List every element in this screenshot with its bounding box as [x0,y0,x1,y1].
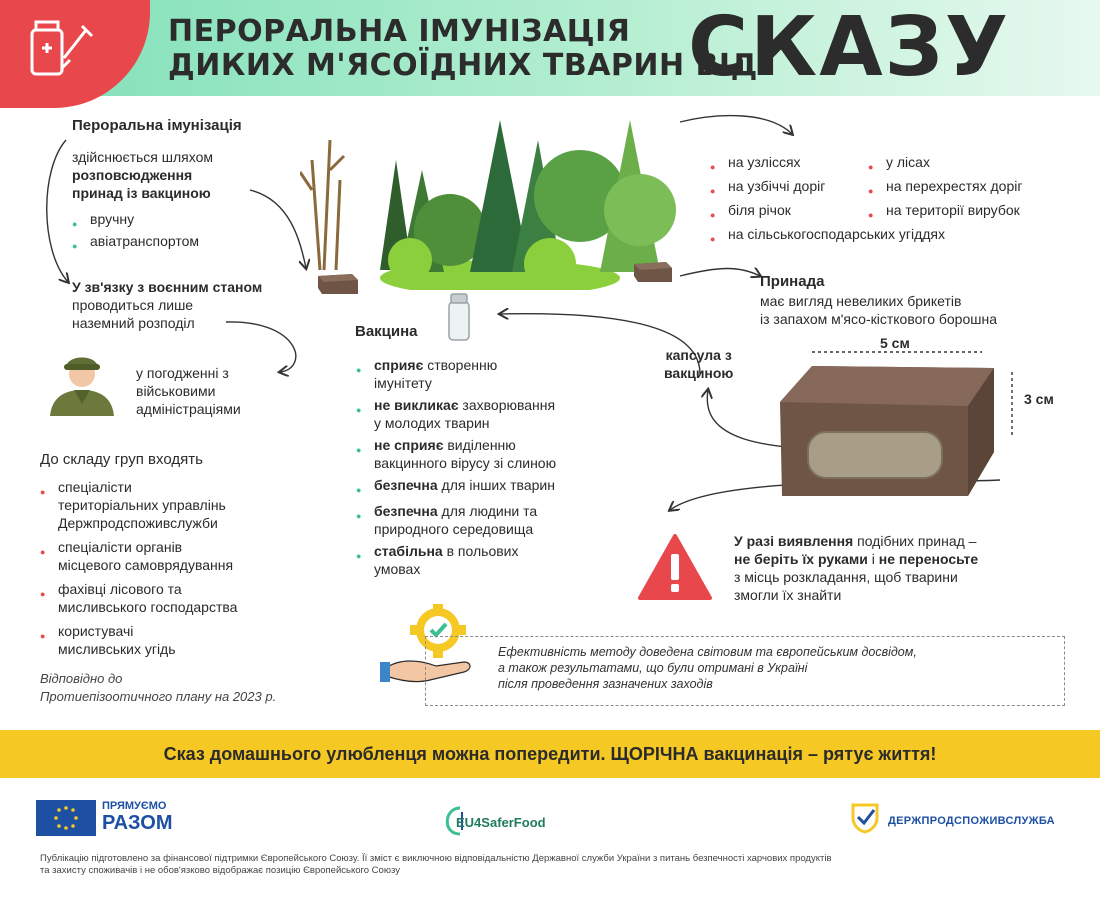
vaccine-item-text: для людини та [437,503,538,519]
bait-desc-line: має вигляд невеликих брикетів [760,293,962,309]
footnote-line: Відповідно до [40,671,123,686]
vaccine-item-text: вакцинного вірусу зі слиною [374,455,557,471]
list-item: ● на узліссях [710,150,945,174]
list-item: ● вручну [72,208,199,230]
warning-line: з місць розкладання, щоб тварини [734,569,958,585]
eu-slogan-big: РАЗОМ [102,812,173,834]
vaccine-item-bold: безпечна [374,503,438,519]
agency-label: ДЕРЖПРОДСПОЖИВСЛУЖБА [888,815,1055,827]
locations-list-col2 [868,150,1022,222]
vaccine-vial-icon [444,292,474,342]
vaccine-item-text: захворювання [458,397,556,413]
vaccine-item-text: умовах [374,561,421,577]
vaccine-item-text: у молодих тварин [374,415,490,431]
bait-brick-icon [314,270,360,296]
title-line2: ДИКИХ М'ЯСОЇДНИХ ТВАРИН ВІД [168,48,758,83]
list-item: ● авіатранспортом [72,230,199,252]
list-item: ● на сільськогосподарських угіддях [710,222,945,246]
list-item [356,542,636,578]
warning-line [734,550,1064,568]
bait-briquette-illustration [772,362,1002,502]
slogan-text: Сказ домашнього улюбленця можна попередити. ЩОРІЧНА вакцинація – рятує життя! [163,744,937,764]
list-item [356,356,636,392]
list-item [356,396,636,432]
soldier-icon [44,346,120,416]
title-line1: ПЕРОРАЛЬНА ІМУНІЗАЦІЯ [168,14,631,49]
list-item [356,476,636,494]
distribution-methods-list [72,208,199,252]
eu4saferfood-label: EU4SaferFood [456,815,546,830]
effectiveness-line: а також результатами, що були отримані в Україні [498,661,808,675]
footer-disclaimer [40,853,1070,877]
capsule-label-line: вакциною [664,365,734,381]
list-item: ● на території вирубок [868,198,1022,222]
group-line: ● спеціалісти органів [58,539,183,555]
disclaimer-line: та захисту споживачів і не обов'язково відображає позицію Європейського Союзу [40,865,400,876]
group-line: мисливських угідь [58,641,176,657]
bait-description [760,292,997,328]
vaccine-item-bold: сприяє [374,357,424,373]
eu-slogan-small: ПРЯМУЄМО [102,800,167,812]
method-desc-bold-line2: принад із вакциною [72,185,211,201]
method-desc-line: здійснюється шляхом [72,149,213,165]
list-item [40,580,340,616]
group-line: ● фахівці лісового та [58,581,182,597]
list-item: ● біля річок [710,198,945,222]
vaccine-item-text: в польових [442,543,519,559]
warning-icon [636,532,714,602]
war-notice-line: проводиться лише [72,297,194,313]
military-line: військовими [136,383,216,399]
vaccine-item-text: для інших тварин [437,477,555,493]
list-item [40,622,340,658]
disclaimer-line: Публікацію підготовлено за фінансової підтримки Європейського Союзу. Її зміст є виключною відповідальністю Державної служби України з питань безпечності харчових продуктів [40,853,832,864]
vaccine-item-text: природного середовища [374,521,534,537]
vaccine-item-text: створенню [423,357,498,373]
war-notice-bold: У зв'язку з воєнним станом [72,279,263,295]
footnote [40,670,276,706]
bait-desc-line: із запахом м'ясо-кісткового борошна [760,311,998,327]
capsule-label [664,346,733,382]
warning-bold: У разі виявлення [734,533,854,549]
vaccine-item-text: виділенню [443,437,516,453]
agency-shield-icon [850,802,880,834]
war-notice [72,278,262,332]
bait-title: Принада [760,273,825,290]
vaccine-properties-list [356,356,636,578]
military-coordination [136,364,241,418]
eu-stars-icon [36,800,96,836]
list-item: ● на перехрестях доріг [868,174,1022,198]
list-item: ● у лісах [868,150,1022,174]
group-line: ● користувачі [58,623,134,639]
vaccine-item-text: імунітету [374,375,432,391]
oral-immunization-heading: Пероральна імунізація [72,117,242,134]
footnote-line: Протиепізоотичного плану на 2023 р. [40,689,277,704]
warning-line [734,532,1064,550]
list-item [40,478,340,532]
vial-syringe-icon [22,12,98,88]
list-item [356,502,636,538]
groups-list [40,478,340,658]
bait-brick-icon [630,258,674,284]
vaccine-item-bold: стабільна [374,543,443,559]
effectiveness-line: Ефективність методу доведена світовим та європейським досвідом, [498,645,917,659]
effectiveness-line: після проведення зазначених заходів [498,677,713,691]
list-item [356,436,636,472]
warning-text-part: і [867,551,879,567]
warning-text-part: подібних принад – [853,533,977,549]
warning-bold: не переносьте [878,551,979,567]
war-notice-line: наземний розподіл [72,315,195,331]
group-line: ● спеціалісти [58,479,132,495]
dimension-height: 3 см [1024,391,1054,407]
military-line: адміністраціями [136,401,241,417]
groups-heading: До складу груп входять [40,451,203,468]
group-line: територіальних управлінь [58,497,226,513]
title-rabies: СКАЗУ [688,0,1011,95]
group-line: Держпродспоживслужби [58,515,218,531]
warning-line: змогли їх знайти [734,587,842,603]
effectiveness-text [498,644,917,692]
dimension-width: 5 см [880,335,910,351]
vaccine-item-bold: безпечна [374,477,438,493]
warning-text [734,532,1064,604]
military-line: у погодженні з [136,365,229,381]
method-desc-bold-line1: розповсюдження [72,167,193,183]
list-item: ● на узбіччі доріг [710,174,945,198]
method-description [72,148,213,202]
capsule-label-line: капсула з [665,347,732,363]
warning-bold: не беріть їх руками [734,551,868,567]
eu-flag-logo [36,800,96,836]
group-line: місцевого самоврядування [58,557,234,573]
vaccine-item-bold: не сприяє [374,437,444,453]
group-line: мисливського господарства [58,599,238,615]
list-item [40,538,340,574]
vaccine-item-bold: не викликає [374,397,459,413]
vaccine-title: Вакцина [355,323,418,340]
